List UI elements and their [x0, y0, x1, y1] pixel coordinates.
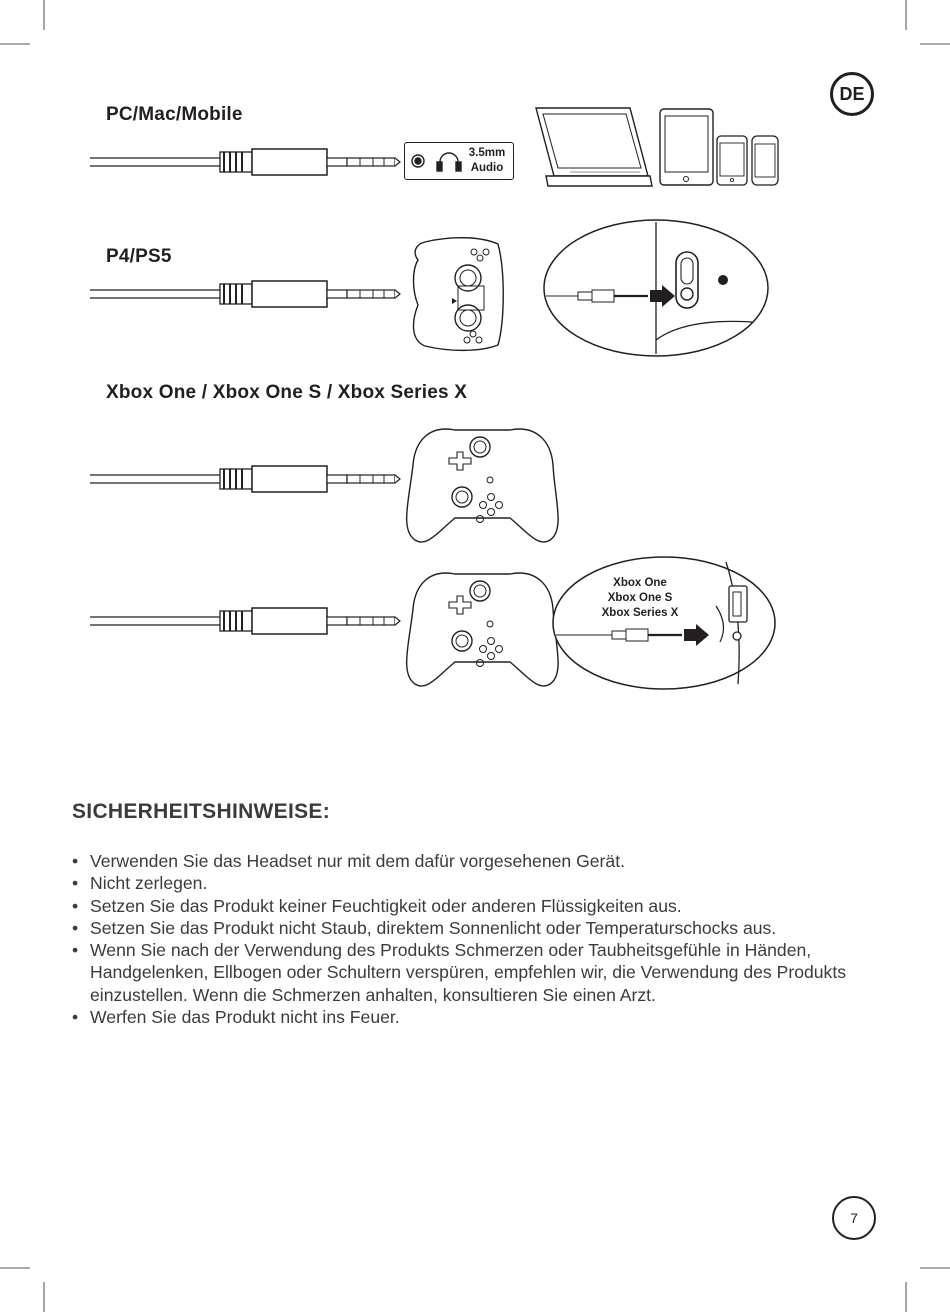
smartphone-icon	[752, 136, 778, 185]
safety-list	[72, 850, 852, 1028]
safety-item: • Wenn Sie nach der Verwendung des Produkts Schmerzen oder Taubheitsgefühle in Händen, Handgelenken, Ellbogen oder Schultern verspüren, empfehlen wir, die Verwendung des Produkts einzustellen. Wenn die Schmerzen anhalten, konsultieren Sie einen Arzt.	[72, 939, 852, 1006]
tablet-icon	[660, 109, 713, 185]
ps-plug-illustration	[90, 281, 400, 307]
smartphone-icon	[717, 136, 747, 185]
xbox-controller-icon	[407, 573, 558, 686]
xbox-callout-line: Xbox One	[613, 577, 667, 589]
pc-plug-illustration	[90, 149, 400, 175]
page-number: 7	[832, 1196, 876, 1240]
xbox-controller-icon	[407, 429, 558, 542]
ps-controller-icon	[414, 238, 504, 351]
section-title-ps: P4/PS5	[106, 246, 172, 267]
audio-port-label: 3.5mm Audio	[468, 147, 506, 174]
section-title-pc: PC/Mac/Mobile	[106, 104, 243, 125]
xbox-callout-line: Xbox Series X	[601, 606, 679, 619]
safety-item: • Nicht zerlegen.	[72, 872, 852, 894]
xbox-plug-illustration	[90, 466, 400, 492]
safety-heading: SICHERHEITSHINWEISE:	[72, 800, 331, 823]
xbox-callout-line: Xbox One S	[607, 591, 673, 604]
safety-item: • Setzen Sie das Produkt keiner Feuchtigkeit oder anderen Flüssigkeiten aus.	[72, 895, 852, 917]
safety-item: • Werfen Sie das Produkt nicht ins Feuer.	[72, 1006, 852, 1028]
safety-item: • Verwenden Sie das Headset nur mit dem dafür vorgesehenen Gerät.	[72, 850, 852, 872]
section-title-xbox: Xbox One / Xbox One S / Xbox Series X	[106, 382, 468, 403]
xbox-plug-illustration	[90, 608, 400, 634]
laptop-icon	[536, 108, 652, 186]
language-badge: DE	[830, 72, 874, 116]
ps-connection-callout	[544, 220, 768, 356]
safety-item: • Setzen Sie das Produkt nicht Staub, direktem Sonnenlicht oder Temperaturschocks aus.	[72, 917, 852, 939]
xbox-callout-text	[580, 576, 700, 620]
